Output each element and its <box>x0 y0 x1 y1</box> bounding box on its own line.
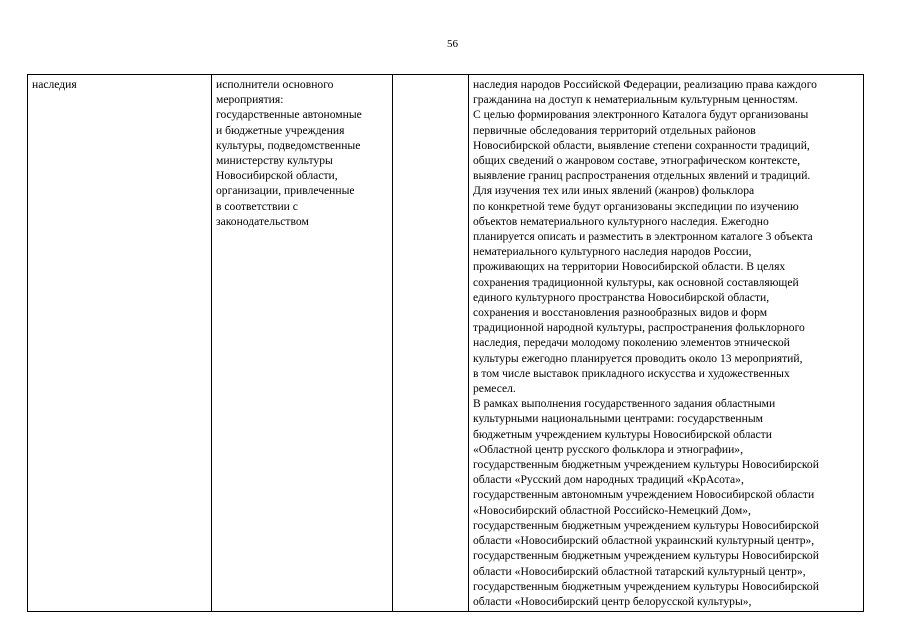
text-line: законодательством <box>216 214 309 228</box>
text-line: исполнители основного <box>216 78 334 91</box>
text-line: государственным бюджетным учреждением культуры Новосибирской <box>473 518 819 532</box>
text-line: области «Новосибирский областной татарский культурный центр», <box>473 564 806 578</box>
text-line: единого культурного пространства Новосибирской области, <box>473 290 770 304</box>
text-line: В рамках выполнения государственного задания областными <box>473 397 776 411</box>
text-line: мероприятия: <box>216 93 284 107</box>
text-line: области «Новосибирский центр белорусской культуры», <box>473 594 752 608</box>
text-line: по конкретной теме будут организованы экспедиции по изучению <box>473 199 799 213</box>
text-line: государственным бюджетным учреждением культуры Новосибирской <box>473 458 819 472</box>
text-line: планируется описать и разместить в электронном каталоге 3 объекта <box>473 230 813 244</box>
text-line: области «Новосибирский областной украинский культурный центр», <box>473 534 815 548</box>
text-line: Для изучения тех или иных явлений (жанров) фольклора <box>473 184 755 198</box>
table-cell-col3 <box>393 75 469 612</box>
text-line: нематериального культурного наследия народов России, <box>473 245 752 259</box>
text-line: наследия <box>32 78 77 91</box>
text-line: культурными национальными центрами: государственным <box>473 412 763 426</box>
text-line: государственным бюджетным учреждением культуры Новосибирской <box>473 579 819 593</box>
text-line: первичные обследования территорий отдельных районов <box>473 123 756 137</box>
table-cell-col1 <box>28 75 212 612</box>
text-line: традиционной народной культуры, распространения фольклорного <box>473 321 805 335</box>
text-line: бюджетным учреждением культуры Новосибирской области <box>473 427 772 441</box>
text-line: области «Русский дом народных традиций «КрАсота», <box>473 473 744 487</box>
table-row <box>28 75 864 612</box>
text-line: ремесел. <box>473 382 516 396</box>
text-line: организации, привлеченные <box>216 184 355 198</box>
text-line: государственным бюджетным учреждением культуры Новосибирской <box>473 549 819 563</box>
text-line: объектов нематериального культурного наследия. Ежегодно <box>473 214 769 228</box>
text-line: и бюджетные учреждения <box>216 123 345 137</box>
text-line: в том числе выставок прикладного искусства и художественных <box>473 366 790 380</box>
cell-text <box>32 77 207 92</box>
text-line: наследия, передачи молодому поколению элементов этнической <box>473 336 790 350</box>
text-line: министерству культуры <box>216 154 333 168</box>
text-line: «Областной центр русского фольклора и этнографии», <box>473 442 743 456</box>
text-line: государственным автономным учреждением Новосибирской области <box>473 488 815 502</box>
table-cell-col4 <box>469 75 864 612</box>
text-line: «Новосибирский областной Российско-Немецкий Дом», <box>473 503 751 517</box>
document-table <box>27 74 864 612</box>
text-line: в соответствии с <box>216 199 298 213</box>
text-line: государственные автономные <box>216 108 362 122</box>
text-line: С целью формирования электронного Каталога будут организованы <box>473 108 809 122</box>
text-line: сохранения и восстановления разнообразных видов и форм <box>473 306 768 320</box>
text-line: сохранения традиционной культуры, как основной составляющей <box>473 275 799 289</box>
text-line: культуры, подведомственные <box>216 138 361 152</box>
text-line: Новосибирской области, <box>216 169 338 183</box>
text-line: Новосибирской области, выявление степени сохранности традиций, <box>473 138 810 152</box>
cell-text <box>473 77 859 609</box>
page-number: 56 <box>447 38 458 50</box>
text-line: выявление границ распространения отдельных явлений и традиций. <box>473 169 811 183</box>
text-line: наследия народов Российской Федерации, реализацию права каждого <box>473 78 817 91</box>
text-line: общих сведений о жанровом составе, этнографическом контексте, <box>473 154 801 168</box>
table-cell-col2 <box>212 75 393 612</box>
text-line: гражданина на доступ к нематериальным культурным ценностям. <box>473 93 798 107</box>
text-line: проживающих на территории Новосибирской области. В целях <box>473 260 786 274</box>
cell-text <box>216 77 388 229</box>
text-line: культуры ежегодно планируется проводить около 13 мероприятий, <box>473 351 803 365</box>
